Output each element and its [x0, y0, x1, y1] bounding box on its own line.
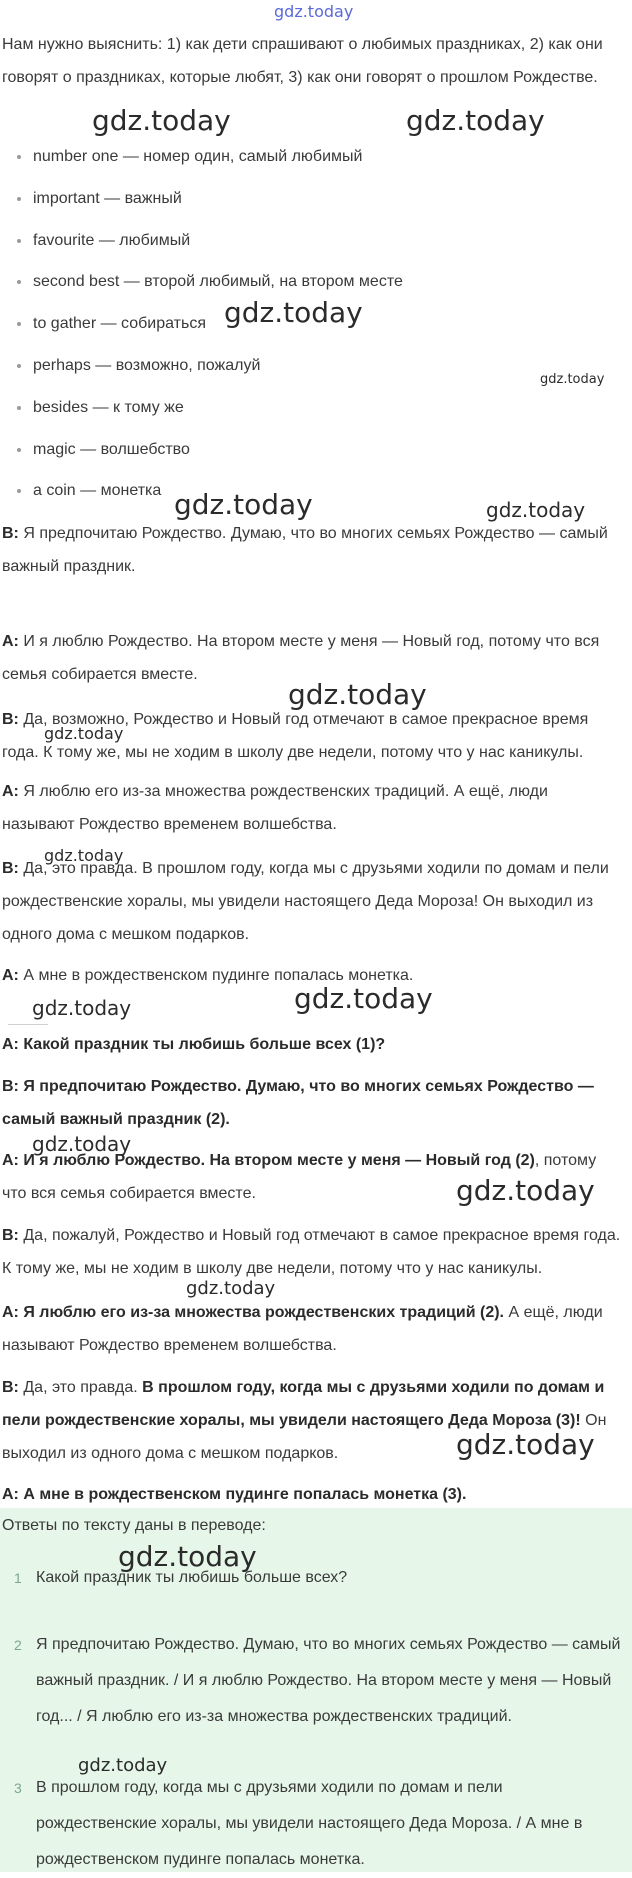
answer-number: 3 [14, 1780, 22, 1796]
divider [8, 1024, 48, 1025]
dialogue-line: A: И я люблю Рождество. На втором месте у меня — Новый год, потому что вся семья собирается вместе. [2, 633, 600, 683]
bullet-icon [17, 364, 21, 368]
watermark: gdz.today [456, 1428, 595, 1461]
watermark: gdz.today [32, 996, 132, 1020]
list-item: important — важный [12, 188, 612, 230]
bullet-icon [17, 197, 21, 201]
watermark: gdz.today [44, 724, 124, 743]
bullet-icon [17, 155, 21, 159]
dialogue-line: A: Я люблю его из-за множества рождественских традиций. А ещё, люди называют Рождество временем волшебства. [2, 783, 548, 833]
list-item: second best — второй любимый, на втором месте [12, 271, 612, 313]
watermark: gdz.today [32, 1132, 132, 1156]
answer-item: 3 В прошлом году, когда мы с друзьями ходили по домам и пели рождественские хоралы, мы увидели настоящего Деда Мороза. / А мне в рождественском пудинге попалась монетка. [36, 1770, 622, 1878]
dialogue-line: B: Я предпочитаю Рождество. Думаю, что во многих семьях Рождество — самый важный праздник (2). [2, 1078, 594, 1128]
dialogue-line: A: И я люблю Рождество. На втором месте у меня — Новый год (2), потому что вся семья собирается вместе. [2, 1152, 597, 1202]
list-item: favourite — любимый [12, 230, 612, 272]
bullet-icon [17, 239, 21, 243]
bullet-icon [17, 448, 21, 452]
watermark: gdz.today [174, 488, 313, 521]
dialogue-line: B: Да, это правда. В прошлом году, когда мы с друзьями ходили по домам и пели рождественские хоралы, мы увидели настоящего Деда Мороза (3)! Он выходил из одного дома с мешком подарков. [2, 1379, 607, 1462]
answer-number: 1 [14, 1570, 22, 1586]
list-item: number one — номер один, самый любимый [12, 146, 612, 188]
watermark: gdz.today [288, 678, 427, 711]
dialogue-line: B: Я предпочитаю Рождество. Думаю, что во многих семьях Рождество — самый важный праздник. [2, 525, 608, 575]
list-item: besides — к тому же [12, 397, 612, 439]
watermark: gdz.today [186, 1278, 276, 1299]
answers-block [0, 1508, 632, 1872]
watermark: gdz.today [224, 296, 363, 329]
dialogue-line: A: А мне в рождественском пудинге попалась монетка. [2, 967, 414, 984]
answer-number: 2 [14, 1637, 22, 1653]
bullet-icon [17, 406, 21, 410]
watermark: gdz.today [294, 982, 433, 1015]
watermark: gdz.today [456, 1174, 595, 1207]
watermark: gdz.today [540, 372, 605, 387]
dialogue-line: B: Да, это правда. В прошлом году, когда мы с друзьями ходили по домам и пели рождественские хоралы, мы увидели настоящего Деда Мороза! Он выходил из одного дома с мешком подарков. [2, 860, 609, 943]
watermark-top: gdz.today [274, 2, 354, 21]
watermark: gdz.today [78, 1755, 168, 1776]
dialogue-line: B: Да, возможно, Рождество и Новый год отмечают в самое прекрасное время года. К тому же, мы не ходим в школу две недели, потому что у нас каникулы. [2, 711, 589, 761]
intro-text: Нам нужно выяснить: 1) как дети спрашивают о любимых праздниках, 2) как они говорят о праздниках, которые любят, 3) как они говорят о прошлом Рождестве. [2, 36, 603, 86]
dialogue-line: A: Я люблю его из-за множества рождественских традиций (2). А ещё, люди называют Рождество временем волшебства. [2, 1304, 603, 1354]
answer-item: 1 Какой праздник ты любишь больше всех? [36, 1560, 622, 1596]
bullet-icon [17, 489, 21, 493]
list-item: magic — волшебство [12, 439, 612, 481]
answer-item: 2 Я предпочитаю Рождество. Думаю, что во многих семьях Рождество — самый важный праздник. / И я люблю Рождество. На втором месте у меня — Новый год... / Я люблю его из-за множества рождественских традиций. [36, 1627, 622, 1735]
list-item: a coin — монетка [12, 480, 612, 522]
vocabulary-list [12, 146, 612, 522]
watermark: gdz.today [118, 1540, 257, 1573]
answers-header: Ответы по тексту даны в переводе: [2, 1517, 266, 1534]
dialogue-line: B: Да, пожалуй, Рождество и Новый год отмечают в самое прекрасное время года. К тому же, мы не ходим в школу две недели, потому что у нас каникулы. [2, 1227, 621, 1277]
watermark: gdz.today [44, 846, 124, 865]
bullet-icon [17, 280, 21, 284]
bullet-icon [17, 322, 21, 326]
list-item: perhaps — возможно, пожалуй [12, 355, 612, 397]
watermark: gdz.today [406, 104, 545, 137]
dialogue-line: A: А мне в рождественском пудинге попалась монетка (3). [2, 1486, 467, 1503]
list-item: to gather — собираться [12, 313, 612, 355]
dialogue-line: A: Какой праздник ты любишь больше всех (1)? [2, 1036, 386, 1053]
watermark: gdz.today [486, 498, 586, 522]
watermark: gdz.today [92, 104, 231, 137]
